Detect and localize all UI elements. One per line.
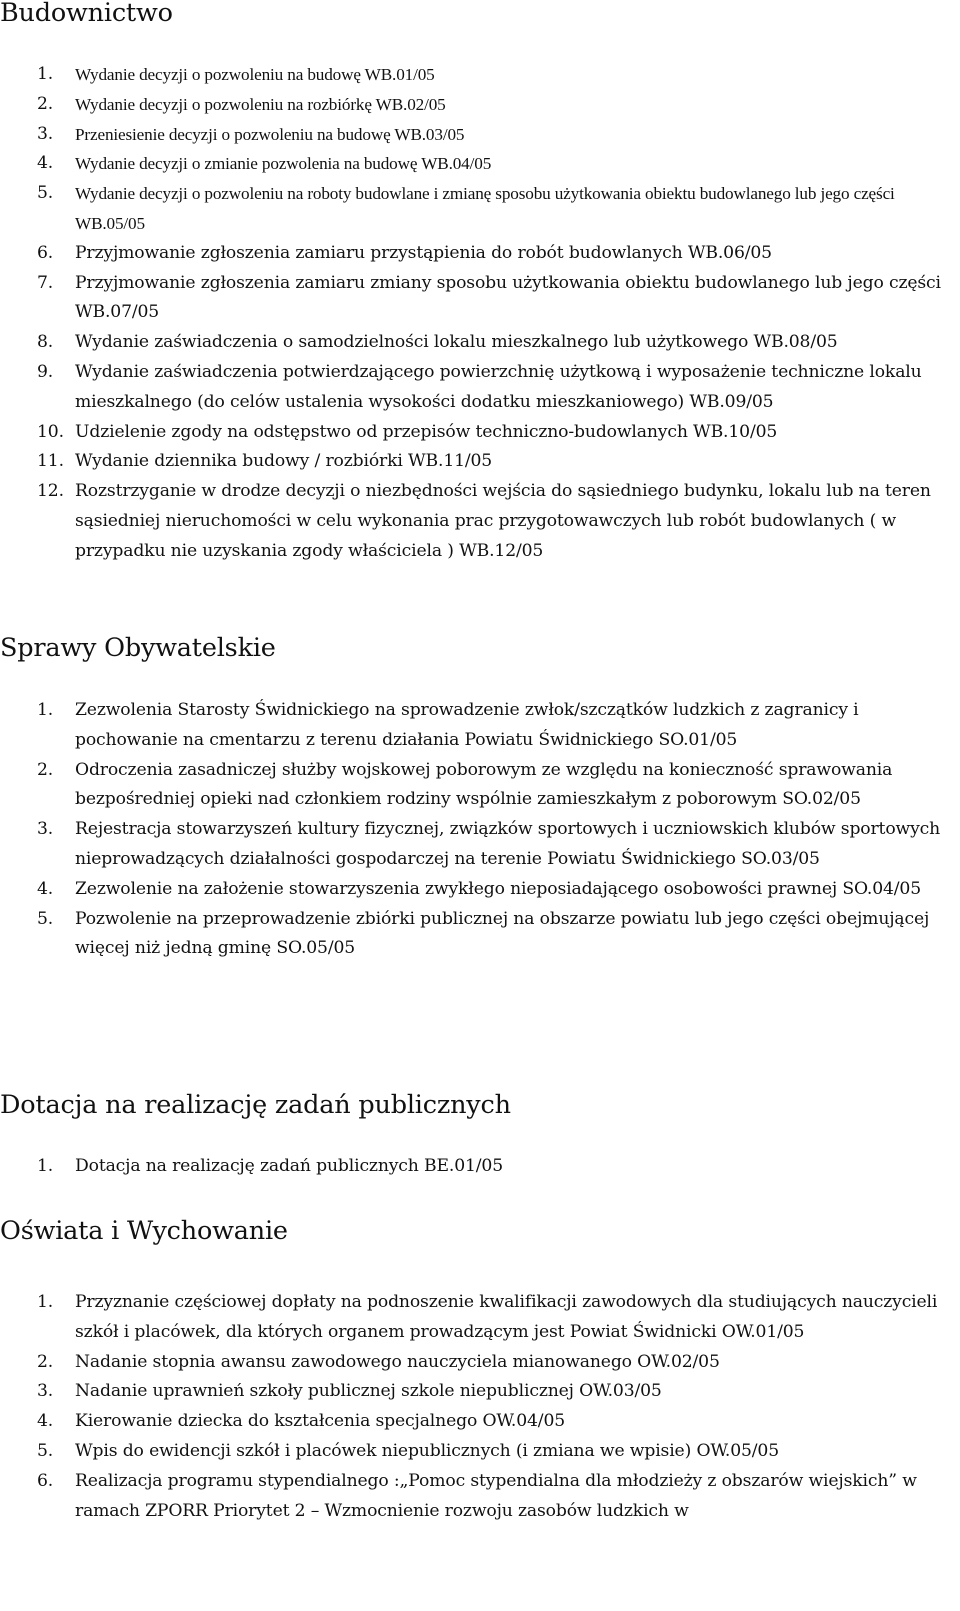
list-item bbox=[0, 756, 960, 816]
list-item bbox=[0, 1467, 960, 1527]
list-item bbox=[0, 815, 960, 875]
item-number: 3. bbox=[37, 1381, 54, 1402]
item-number: 1. bbox=[37, 64, 54, 84]
item-number: 4. bbox=[37, 1411, 54, 1432]
item-text: Przeniesienie decyzji o pozwoleniu na budowę WB.03/05 bbox=[75, 124, 465, 144]
item-text: Wydanie zaświadczenia potwierdzającego powierzchnię użytkową i wyposażenie techniczne lokalu mieszkalnego (do celów ustalenia wysokości dodatku mieszkaniowego) WB.09/05 bbox=[75, 361, 922, 412]
list-budownictwo bbox=[0, 60, 960, 567]
item-text: Rejestracja stowarzyszeń kultury fizycznej, związków sportowych i uczniowskich klubów sportowych nieprowadzących działalności gospodarczej na terenie Powiatu Świdnickiego SO.03/05 bbox=[75, 819, 941, 869]
item-text: Wydanie dziennika budowy / rozbiórki WB.11/05 bbox=[75, 451, 493, 472]
item-number: 4. bbox=[37, 153, 54, 174]
section-heading-oswiata: Oświata i Wychowanie bbox=[0, 1216, 288, 1246]
list-item bbox=[0, 1377, 960, 1407]
list-item bbox=[0, 875, 960, 905]
item-text: Odroczenia zasadniczej służby wojskowej poborowym ze względu na konieczność sprawowania bezpośredniej opieki nad członkiem rodziny wspólnie zamieszkałym z poborowym SO.02/05 bbox=[75, 759, 893, 810]
list-oswiata bbox=[0, 1288, 960, 1526]
list-item bbox=[0, 1348, 960, 1378]
list-item bbox=[0, 179, 960, 239]
item-number: 5. bbox=[37, 908, 54, 929]
item-number: 6. bbox=[37, 1470, 54, 1491]
list-item bbox=[0, 905, 960, 965]
list-item bbox=[0, 477, 960, 566]
item-text: Zezwolenie na założenie stowarzyszenia zwykłego nieposiadającego osobowości prawnej SO.04/05 bbox=[75, 878, 922, 899]
item-text: Nadanie stopnia awansu zawodowego nauczyciela mianowanego OW.02/05 bbox=[75, 1351, 720, 1372]
list-dotacja bbox=[0, 1152, 960, 1182]
item-number: 2. bbox=[37, 759, 54, 780]
item-number: 5. bbox=[37, 1440, 54, 1461]
item-text: Wydanie zaświadczenia o samodzielności lokalu mieszkalnego lub użytkowego WB.08/05 bbox=[75, 332, 838, 353]
item-text: Wydanie decyzji o pozwoleniu na budowę WB.01/05 bbox=[75, 65, 435, 84]
item-text: Przyjmowanie zgłoszenia zamiaru przystąpienia do robót budowlanych WB.06/05 bbox=[75, 242, 772, 263]
item-text: Realizacja programu stypendialnego :„Pomoc stypendialna dla młodzieży z obszarów wiejskich” w ramach ZPORR Priorytet 2 – Wzmocnienie rozwoju zasobów ludzkich w bbox=[75, 1470, 917, 1521]
section-heading-dotacja: Dotacja na realizację zadań publicznych bbox=[0, 1090, 511, 1120]
section-heading-budownictwo: Budownictwo bbox=[0, 0, 173, 28]
list-item bbox=[0, 60, 960, 90]
list-item bbox=[0, 1407, 960, 1437]
item-text: Przyznanie częściowej dopłaty na podnoszenie kwalifikacji zawodowych dla studiujących nauczycieli szkół i placówek, dla których organem prowadzącym jest Powiat Świdnicki OW.01/05 bbox=[75, 1292, 938, 1342]
item-text: Rozstrzyganie w drodze decyzji o niezbędności wejścia do sąsiedniego budynku, lokalu lub na teren sąsiedniej nieruchomości w celu wykonania prac przygotowawczych lub robót budowlanych ( w przypadku nie uzyskania zgody właściciela ) WB.12/05 bbox=[75, 481, 931, 561]
list-item bbox=[0, 696, 960, 756]
list-item bbox=[0, 149, 960, 179]
item-number: 2. bbox=[37, 1351, 54, 1372]
list-item bbox=[0, 358, 960, 418]
item-number: 9. bbox=[37, 361, 54, 382]
item-text: Wpis do ewidencji szkół i placówek niepublicznych (i zmiana we wpisie) OW.05/05 bbox=[75, 1440, 779, 1461]
list-item bbox=[0, 328, 960, 358]
item-number: 1. bbox=[37, 1292, 54, 1312]
item-number: 3. bbox=[37, 123, 54, 144]
list-item bbox=[0, 1152, 960, 1182]
item-number: 11. bbox=[37, 451, 64, 472]
item-number: 2. bbox=[37, 93, 54, 114]
item-text: Dotacja na realizację zadań publicznych BE.01/05 bbox=[75, 1156, 503, 1176]
item-number: 6. bbox=[37, 242, 54, 263]
list-item bbox=[0, 269, 960, 329]
item-number: 8. bbox=[37, 332, 54, 353]
item-text: Nadanie uprawnień szkoły publicznej szkole niepublicznej OW.03/05 bbox=[75, 1381, 662, 1402]
list-sprawy-obywatelskie bbox=[0, 696, 960, 964]
section-heading-sprawy-obywatelskie: Sprawy Obywatelskie bbox=[0, 633, 276, 663]
item-number: 7. bbox=[37, 272, 54, 293]
item-number: 4. bbox=[37, 878, 54, 899]
item-number: 5. bbox=[37, 183, 54, 204]
item-text: Wydanie decyzji o zmianie pozwolenia na budowę WB.04/05 bbox=[75, 154, 492, 174]
list-item bbox=[0, 447, 960, 477]
list-item bbox=[0, 1437, 960, 1467]
list-item bbox=[0, 239, 960, 269]
item-number: 10. bbox=[37, 421, 64, 442]
item-text: Przyjmowanie zgłoszenia zamiaru zmiany sposobu użytkowania obiektu budowlanego lub jego części WB.07/05 bbox=[75, 272, 941, 323]
list-item bbox=[0, 1288, 960, 1348]
item-number: 1. bbox=[37, 700, 54, 720]
item-text: Zezwolenia Starosty Świdnickiego na sprowadzenie zwłok/szczątków ludzkich z zagranicy i pochowanie na cmentarzu z terenu działania Powiatu Świdnickiego SO.01/05 bbox=[75, 700, 859, 750]
item-text: Pozwolenie na przeprowadzenie zbiórki publicznej na obszarze powiatu lub jego części obejmującej więcej niż jedną gminę SO.05/05 bbox=[75, 908, 930, 959]
item-text: Kierowanie dziecka do kształcenia specjalnego OW.04/05 bbox=[75, 1411, 566, 1432]
item-number: 3. bbox=[37, 819, 54, 840]
item-text: Wydanie decyzji o pozwoleniu na roboty budowlane i zmianę sposobu użytkowania obiektu budowlanego lub jego części WB.05/05 bbox=[75, 184, 895, 233]
list-item bbox=[0, 90, 960, 120]
list-item bbox=[0, 120, 960, 150]
item-text: Udzielenie zgody na odstępstwo od przepisów techniczno-budowlanych WB.10/05 bbox=[75, 421, 778, 442]
item-number: 12. bbox=[37, 481, 64, 502]
list-item bbox=[0, 418, 960, 448]
item-text: Wydanie decyzji o pozwoleniu na rozbiórkę WB.02/05 bbox=[75, 94, 446, 114]
item-number: 1. bbox=[37, 1156, 54, 1176]
